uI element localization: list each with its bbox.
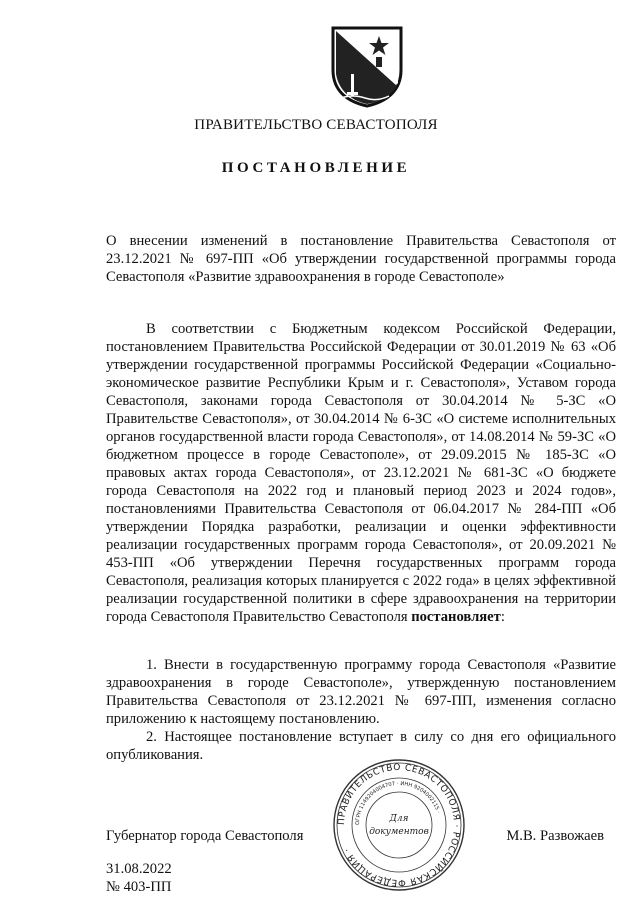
preamble-text: В соответствии с Бюджетным кодексом Российской Федерации, постановлением Правительства Российской Федерации от 30.01.2019 № 63 «Об утверждении государственной программы Российской Федерации «Социально-экономическое развитие Республики Крым и г. Севастополя», Уставом города Севастополя, законами города Севастополя от 30.04.2014 № 5-ЗС «О Правительстве Севастополя», от 30.04.2014 № 6-ЗС «О системе исполнительных органов государственной власти города Севастополя», от 14.08.2014 № 59-ЗС «О бюджетном процессе в городе Севастополе», от 29.09.2015 № 185-ЗС «О правовых актах города Севастополя», от 23.12.2021 № 681-ЗС «О бюджете города Севастополя на 2022 год и плановый период 2023 и 2024 годов», постановлениями Правительства Севастополя от 06.04.2017 № 284-ПП «Об утверждении Порядка разработки, реализации и оценки эффективности реализации государственных программ города Севастополя», от 20.09.2021 № 453-ПП «Об утверждении Перечня государственных программ города Севастополя, реализация которых планируется с 2022 года» в целях эффективной реализации государственной политики в сфере здравоохранения на территории города Севастополя Правительство Севастополя (106, 321, 616, 625)
government-name: ПРАВИТЕЛЬСТВО СЕВАСТОПОЛЯ (194, 117, 438, 133)
stamp-center-line-2: документов (369, 827, 429, 837)
stamp-outer-text: ПРАВИТЕЛЬСТВО СЕВАСТОПОЛЯ · РОССИЙСКАЯ ФЕДЕРАЦИЯ · (336, 762, 462, 888)
preamble-end: : (500, 609, 505, 625)
official-seal-stamp (332, 758, 466, 892)
stamp-inner-text: ОГРН 1149204004707 · ИНН 9204002115 · (354, 780, 442, 826)
preamble (106, 320, 616, 626)
sevastopol-coat-of-arms-icon (327, 24, 407, 108)
stamp-center-line-1: Для (389, 814, 409, 824)
document-type-title: ПОСТАНОВЛЕНИЕ (221, 160, 411, 176)
document-date: 31.08.2022 (106, 861, 172, 877)
resolves-word: постановляет (411, 609, 501, 625)
document-subject: О внесении изменений в постановление Правительства Севастополя от 23.12.2021 № 697-ПП «Об утверждении государственной программы города Севастополя «Развитие здравоохранения в городе Севастополе» (106, 233, 616, 285)
resolution-item-2: 2. Настоящее постановление вступает в силу со дня его официального опубликования. (106, 729, 616, 763)
signatory-name: М.В. Развожаев (506, 828, 604, 844)
resolution-item-1: 1. Внести в государственную программу города Севастополя «Развитие здравоохранения в городе Севастополе», утвержденную постановлением Правительства Севастополя от 23.12.2021 № 697-ПП, изменения согласно приложению к настоящему постановлению. (106, 657, 616, 727)
document-number: № 403-ПП (106, 879, 172, 895)
preamble-paragraph (106, 320, 616, 626)
resolution-items (106, 656, 616, 764)
signatory-position: Губернатор города Севастополя (106, 828, 304, 844)
